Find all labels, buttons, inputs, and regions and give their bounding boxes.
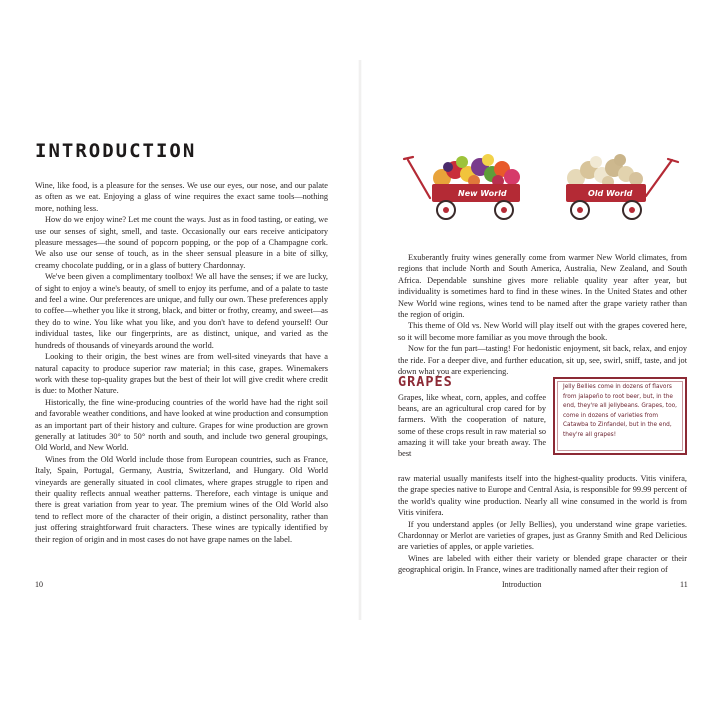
paragraph: Grapes, like wheat, corn, apples, and coffee beans, are an agricultural crop cared for by farmers. With the cooperation of nature, some of these crops result in raw material so amazing it will take your breath away. The best	[398, 393, 546, 459]
paragraph: Exuberantly fruity wines generally come from warmer New World climates, from regions that include North and South America, Australia, New Zealand, and South Africa. Dependable sunshine gives more reliable quality year after year, but individuality is sometimes hard to find in these wines. In the United States and other New World wine regions, wines tend to be named after the grape variety rather than the region of origin.	[398, 253, 687, 320]
paragraph: Now for the fun part—tasting! For hedonistic enjoyment, sit back, relax, and enjoy the ride. For a deeper dive, and further education, sit up, see, swirl, sniff, taste, and jot down what you are experiencing.	[398, 344, 687, 377]
grapes-intro-text	[398, 392, 546, 459]
old-world-label: Old World	[588, 189, 633, 198]
book-gutter	[358, 60, 362, 620]
old-world-wagon	[566, 154, 678, 219]
section-title-grapes: GRAPES	[398, 374, 453, 390]
grapes-continued-text	[398, 473, 687, 576]
page-number-left: 10	[35, 580, 43, 589]
wagon-illustration	[400, 150, 690, 230]
paragraph: Wines from the Old World include those from European countries, such as France, Italy, Spain, Portugal, Germany, Austria, Switzerland, and Hungary. Old World vineyards are generally situated in cool climates, where grapes struggle to ripen and their quality reflects annual weather patterns. Therefore, each vintage is unique and there is great variation from year to year. The premium wines of the Old World also tend to reflect more of the character of their origin, a distinct personality, rather than just offering straightforward fruit characters. These wines are typically identified by their region of origin and in most cases do not have grape names on the label.	[35, 454, 328, 544]
right-body-text	[398, 252, 687, 377]
new-world-wagon	[404, 154, 520, 219]
new-world-label: New World	[458, 189, 507, 198]
running-head: Introduction	[502, 580, 542, 589]
paragraph: Wine, like food, is a pleasure for the senses. We use our eyes, our nose, and our palate as often as we eat. Enjoying a glass of wine requires the exact same tools—nothing more, nothing less.	[35, 181, 328, 213]
paragraph: Wines are labeled with either their variety or blended grape character or their geographical origin. In France, wines are traditionally named after their region of	[398, 553, 687, 575]
paragraph: Looking to their origin, the best wines are from well-sited vineyards that have a natural capacity to produce superior raw material; in this case, grapes. Winemakers work with these top-quality grapes but the best of their lot will give credit where credit is due: to Mother Nature.	[35, 352, 328, 396]
sidebar-text: Jelly Bellies come in dozens of flavors from jalapeño to root beer, but, in the end, they're all jellybeans. Grapes, too, come in dozens of varieties from Catawba to Zinfandel, but in the end, they're all grapes!	[563, 384, 678, 438]
paragraph: raw material usually manifests itself into the highest-quality products. Vitis vinifera, the grape species native to Europe and Central Asia, is responsible for 99.99 percent of the world's quality wine production. Nearly all wine consumed in the world is from Vitis vinifera.	[398, 474, 687, 518]
chapter-title: INTRODUCTION	[35, 140, 197, 162]
colorful-fruit-pile	[433, 154, 520, 187]
paragraph: Historically, the fine wine-producing countries of the world have had the right soil and favorable weather conditions, and have looked at wine production and consumption as an important part of their history and culture. Grapes for wine production are grown generally at latitudes 30° to 50° north and south, and include two general groupings, Old World, and New World.	[35, 397, 328, 453]
paragraph: How do we enjoy wine? Let me count the ways. Just as in food tasting, or eating, we use our senses of sight, smell, and taste. Occasionally our ears receive anticipatory pleasure messages—the sound of popcorn popping, or the pop of a Champagne cork. We also use our sense of touch, as in the sheer sensual pleasure in a bite of silky, creamy chocolate pudding, or in a glass of buttery Chardonnay.	[35, 215, 328, 270]
pale-fruit-pile	[567, 154, 643, 188]
jelly-belly-sidebar	[553, 377, 687, 455]
left-body-text	[35, 180, 328, 545]
paragraph: We've been given a complimentary toolbox! We all have the senses; if we are lucky, of sight to enjoy a wine's beauty, of smell to enjoy its perfume, and of a palate to taste and feel a wine. Our preferences are unique, and fully our own. These preferences apply to coffee—whether you like it strong, black, and bitter or frothy, creamy, and sweet—as they do to wine. You like what you like, and you don't have to defend yourself! Our individual tastes, like our fingerprints, are as distinct, unique, and varied as the hundreds of thousands of vineyards around the world.	[35, 272, 328, 350]
paragraph: If you understand apples (or Jelly Bellies), you understand wine grape varieties. Chardonnay or Merlot are varieties of grapes, just as Granny Smith and Red Delicious are varieties of apples, or apple varieties.	[398, 519, 687, 552]
page-number-right: 11	[680, 580, 688, 589]
paragraph: This theme of Old vs. New World will play itself out with the grapes covered here, so it will become more familiar as you move through the book.	[398, 321, 687, 342]
